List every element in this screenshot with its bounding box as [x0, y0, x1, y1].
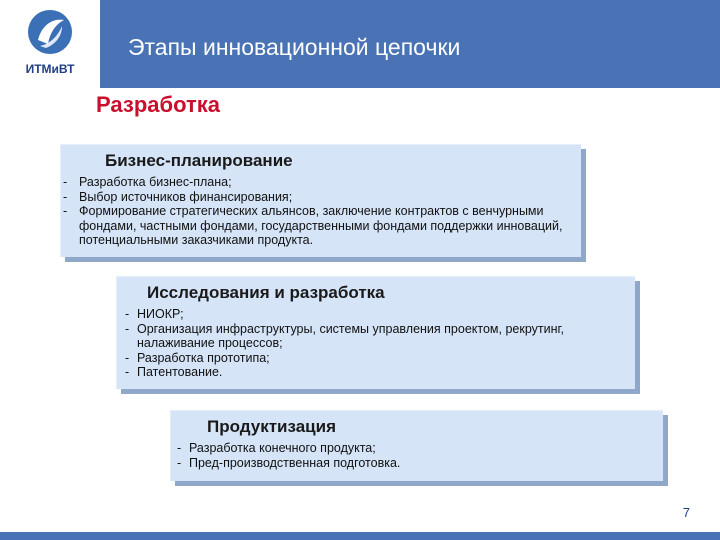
card-list	[63, 175, 578, 248]
list-item: - Разработка бизнес-плана;	[63, 175, 232, 189]
card-list	[177, 441, 657, 470]
page-number: 7	[682, 505, 690, 520]
card-productization	[170, 410, 663, 481]
list-item: - Разработка конечного продукта;	[177, 441, 376, 455]
footer-bar	[0, 532, 720, 540]
logo-text: ИТМиВТ	[25, 62, 75, 76]
logo-emblem-icon	[28, 10, 72, 54]
list-item: - Организация инфраструктуры, системы управления проектом, рекрутинг, налаживание процессов;	[125, 321, 565, 350]
list-item: - Разработка прототипа;	[125, 350, 270, 365]
card-title: Продуктизация	[207, 417, 337, 436]
header-bar	[100, 0, 720, 88]
list-item: - Выбор источников финансирования;	[63, 189, 293, 204]
card-list	[125, 307, 630, 380]
card-research-development	[116, 276, 635, 389]
list-item: - Патентование.	[125, 365, 223, 379]
list-item: - Формирование стратегических альянсов, заключение контрактов с венчурными фондами, частными фондами, государственными фондами поддержки инноваций, потенциальными заказчиками продукта.	[63, 204, 563, 247]
slide-title: Этапы инновационной цепочки	[128, 34, 461, 60]
section-title: Разработка	[96, 92, 220, 117]
card-title: Исследования и разработка	[147, 283, 385, 302]
list-item: - НИОКР;	[125, 307, 184, 321]
logo	[0, 0, 100, 88]
list-item: - Пред-производственная подготовка.	[177, 455, 401, 470]
card-title: Бизнес-планирование	[105, 151, 293, 170]
card-business-planning	[60, 144, 581, 257]
